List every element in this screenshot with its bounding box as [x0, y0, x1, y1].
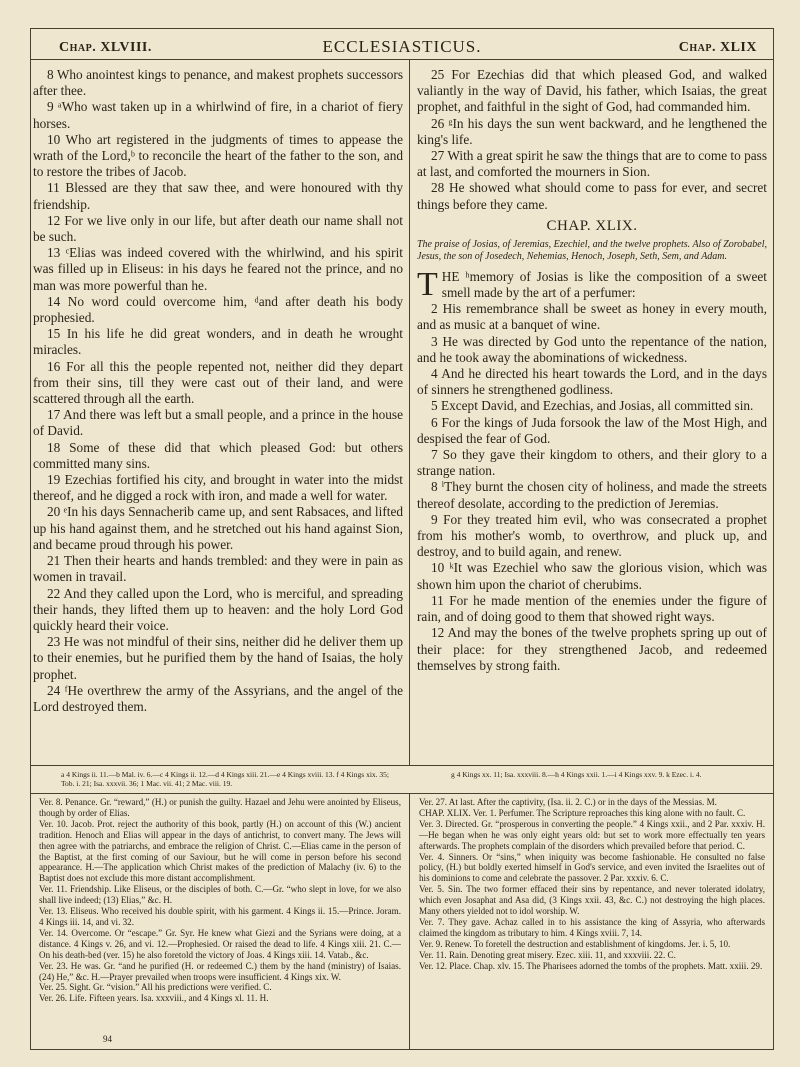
verse: 17 And there was left but a small people, and a prince in the house of David.	[33, 407, 403, 439]
verse: 23 He was not mindful of their sins, neither did he deliver them up to their enemies, but he purified them by the hand of Isaias, the holy prophet.	[33, 634, 403, 682]
verse: 11 For he made mention of the enemies under the figure of rain, and of doing good to them that showed right ways.	[417, 592, 767, 625]
verse: 19 Ezechias fortified his city, and brought in water into the midst thereof, and he digged a rock with iron, and made a well for water.	[33, 472, 403, 504]
right-column	[417, 67, 767, 674]
commentary-note: Ver. 12. Place. Chap. xlv. 15. The Pharisees adorned the tombs of the prophets. Matt. xxiii. 29.	[419, 960, 763, 971]
page-number: 94	[103, 1034, 112, 1044]
verse: 15 In his life he did great wonders, and in death he wrought miracles.	[33, 326, 403, 358]
notes-divider	[409, 793, 410, 1049]
commentary-note: Ver. 7. They gave. Achaz called in to his assistance the king of Assyria, who afterwards claimed the kingdom as tributary to him. 4 Kings xviii. 7, 14.	[419, 916, 765, 938]
running-header	[31, 29, 773, 60]
commentary-note: Ver. 25. Sight. Gr. “vision.” All his predictions were verified. C.	[39, 982, 272, 993]
commentary-note: Ver. 11. Rain. Denoting great misery. Ezec. xiii. 11, and xxxviii. 22. C.	[419, 949, 676, 960]
verse: 10 Who art registered in the judgments of times to appease the wrath of the Lord,ᵇ to reconcile the heart of the father to the son, and to restore the tribes of Jacob.	[33, 131, 403, 180]
references-rule	[31, 765, 773, 766]
commentary-note: Ver. 23. He was. Gr. “and he purified (H. or redeemed C.) them by the hand (ministry) of Isaias. (24) He,” &c. H.—Prayer prevailed when troops were insufficient. 4 Kings xix. W.	[39, 960, 401, 982]
marginal-references-left: a 4 Kings ii. 11.—b Mal. iv. 6.—c 4 Kings ii. 12.—d 4 Kings xiii. 21.—e 4 Kings xviii. 13. f 4 Kings xix. 35; Tob. i. 21; Isa. xxxvii. 36; 1 Mac. vii. 41; 2 Mac. viii. 19.	[61, 770, 389, 788]
verse: 10 ᵏIt was Ezechiel who saw the glorious vision, which was shown him upon the chariot of cherubims.	[417, 560, 767, 592]
verse: 13 ᶜElias was indeed covered with the whirlwind, and his spirit was filled up in Eliseus: in his days he feared not the prince, and no man was more powerful than he.	[33, 245, 403, 293]
verse: 6 For the kings of Juda forsook the law of the Most High, and despised the fear of God.	[417, 414, 767, 446]
commentary-note: Ver. 11. Friendship. Like Eliseus, or the disciples of both. C.—Gr. “who slept in love, for we also shall live indeed; (13) Elias,” &c. H.	[39, 884, 401, 906]
commentary-note: Ver. 10. Jacob. Prot. reject the authority of this book, partly (H.) on account of this (W.) ancient tradition. Henoch and Elias will appear in the days of antichrist, to convert many. The Jews will then agree with the patriarchs, and embrace the religion of Christ. C.—Elias came in the person of the Baptist, at the first coming of our Saviour, but he will come in person before his second appearance. H.—The application which Christ makes of the prediction of Malachy (iv. 6) to the Baptist does not exclude this more distant accomplishment.	[39, 818, 401, 884]
verse: 16 For all this the people repented not, neither did they depart from their sins, till they were cast out of their land, and were scattered through all the earth.	[33, 358, 403, 407]
drop-cap: T	[417, 265, 438, 303]
verse: 8 Who anointest kings to penance, and makest prophets successors after thee.	[33, 67, 403, 99]
commentary-note: Ver. 9. Renew. To foretell the destruction and establishment of kingdoms. Jer. i. 5, 10.	[419, 938, 731, 949]
commentary-note: Ver. 13. Eliseus. Who received his double spirit, with his garment. 4 Kings ii. 15.—Prince. Joram. 4 Kings iii. 14, and vi. 32.	[39, 906, 401, 927]
chapter-summary: The praise of Josias, of Jeremias, Ezechiel, and the twelve prophets. Also of Zorobabel, Jesus, the son of Josedech, Nehemias, Henoch, Joseph, Seth, Sem, and Adam.	[417, 238, 767, 262]
column-divider	[409, 59, 410, 765]
page	[30, 28, 774, 1050]
commentary-note: Ver. 27. At last. After the captivity, (Isa. ii. 2. C.) or in the days of the Messias. M.	[419, 797, 717, 807]
commentary-note: CHAP. XLIX. Ver. 1. Perfumer. The Scripture reproaches this king alone with no fault. C.	[419, 807, 746, 818]
verse: 3 He was directed by God unto the repentance of the nation, and he took away the abominations of wickedness.	[417, 333, 767, 365]
verse: 21 Then their hearts and hands trembled: and they were in pain as women in travail.	[33, 553, 403, 585]
left-column	[33, 67, 403, 715]
commentary-note: Ver. 26. Life. Fifteen years. Isa. xxxviii., and 4 Kings xl. 11. H.	[39, 993, 269, 1004]
verse: 9 For they treated him evil, who was consecrated a prophet from his mother's womb, to overthrow, and pluck up, and destroy, and to build again, and renew.	[417, 511, 767, 560]
chapter-heading: CHAP. XLIX.	[546, 217, 638, 234]
verse: 25 For Ezechias did that which pleased God, and walked valiantly in the way of David, his father, which Isaias, the great prophet, and faithful in the sight of God, had commanded him.	[417, 67, 767, 115]
verse: 28 He showed what should come to pass for ever, and secret things before they came.	[417, 180, 767, 212]
commentary-note: Ver. 8. Penance. Gr. “reward,” (H.) or punish the guilty. Hazael and Jehu were anointed by Eliseus, though by order of Elias.	[39, 797, 401, 818]
verse: 20 ᵉIn his days Sennacherib came up, and sent Rabsaces, and lifted up his hand against them, and he stretched out his hand against Sion, and became proud through his power.	[33, 504, 403, 552]
verse: 8 ⁱThey burnt the chosen city of holiness, and made the streets thereof desolate, according to the prediction of Jeremias.	[417, 479, 767, 511]
commentary-left	[39, 797, 401, 1004]
commentary-note: Ver. 5. Sin. The two former effaced their sins by repentance, and never tolerated idolatry, which even Josaphat and Asa did, (3 Kings xxii. 43, &c. C.) not destroying the high places. Many others yielded not to idol worship. W.	[419, 884, 765, 917]
verse: 27 With a great spirit he saw the things that are to come to pass at last, and comforted the mourners in Sion.	[417, 148, 767, 180]
verse: 9 ᵃWho wast taken up in a whirlwind of fire, in a chariot of fiery horses.	[33, 99, 403, 131]
commentary-note: Ver. 4. Sinners. Or “sins,” when iniquity was become fashionable. He consulted no false policy, (H.) but boldly exerted himself in God's service, and even invited the Israelites out of his dominions to come and celebrate the passover. 2 Par. xxxiv. 6. C.	[419, 851, 765, 884]
marginal-references-right: g 4 Kings xx. 11; Isa. xxxviii. 8.—h 4 Kings xxii. 1.—i 4 Kings xxv. 9. k Ezec. i. 4.	[451, 770, 702, 779]
header-book-title: ECCLESIASTICUS.	[322, 37, 482, 56]
verse: 26 ᵍIn his days the sun went backward, and he lengthened the king's life.	[417, 115, 767, 147]
verse: 14 No word could overcome him, ᵈand after death his body prophesied.	[33, 293, 403, 326]
chapter-first-verse	[417, 265, 767, 303]
verse: 12 For we live only in our life, but after death our name shall not be such.	[33, 212, 403, 245]
commentary-note: Ver. 3. Directed. Gr. “prosperous in converting the people.” 4 Kings xxii., and 2 Par. xxxiv. H.—He began when he was only eight years old: but set to work more effectually ten years afterwards. The prophets complain of the disorders which prevailed before that period. C.	[419, 818, 765, 851]
header-chapter-right: Chap. XLIX	[678, 40, 757, 55]
verse: 2 His remembrance shall be sweet as honey in every mouth, and as music at a banquet of wine.	[417, 301, 767, 333]
verse: 12 And may the bones of the twelve prophets spring up out of their place: for they strengthened Jacob, and redeemed themselves by strong faith.	[417, 625, 767, 673]
verse: 22 And they called upon the Lord, who is merciful, and spreading their hands, they lifted them up to heaven: and the holy Lord God quickly heard their voice.	[33, 585, 403, 633]
verse: 4 And he directed his heart towards the Lord, and in the days of sinners he strengthened godliness.	[417, 366, 767, 398]
verse: 5 Except David, and Ezechias, and Josias, all committed sin.	[431, 398, 754, 414]
commentary-note: Ver. 14. Overcome. Or “escape.” Gr. Syr. He knew what Giezi and the Syrians were doing, at a distance. 4 Kings v. 26, and vi. 12.—Prophesied. Or raised the dead to life. 4 Kings xiii. 21. C.—On his death-bed (ver. 15) he also foretold the victory of Joas. 4 Kings xiii. 14. Vatab., &c.	[39, 927, 401, 960]
first-verse-text: HE ʰmemory of Josias is like the composition of a sweet smell made by the art of a perfumer:	[441, 268, 767, 301]
verse: 18 Some of these did that which pleased God: but others committed many sins.	[33, 439, 403, 471]
verse: 7 So they gave their kingdom to others, and their glory to a strange nation.	[417, 447, 767, 479]
verse: 24 ᶠHe overthrew the army of the Assyrians, and the angel of the Lord destroyed them.	[33, 682, 403, 714]
notes-rule	[31, 793, 773, 794]
header-chapter-left: Chap. XLVIII.	[59, 40, 152, 55]
commentary-right	[419, 797, 765, 972]
verse: 11 Blessed are they that saw thee, and were honoured with thy friendship.	[33, 180, 403, 212]
